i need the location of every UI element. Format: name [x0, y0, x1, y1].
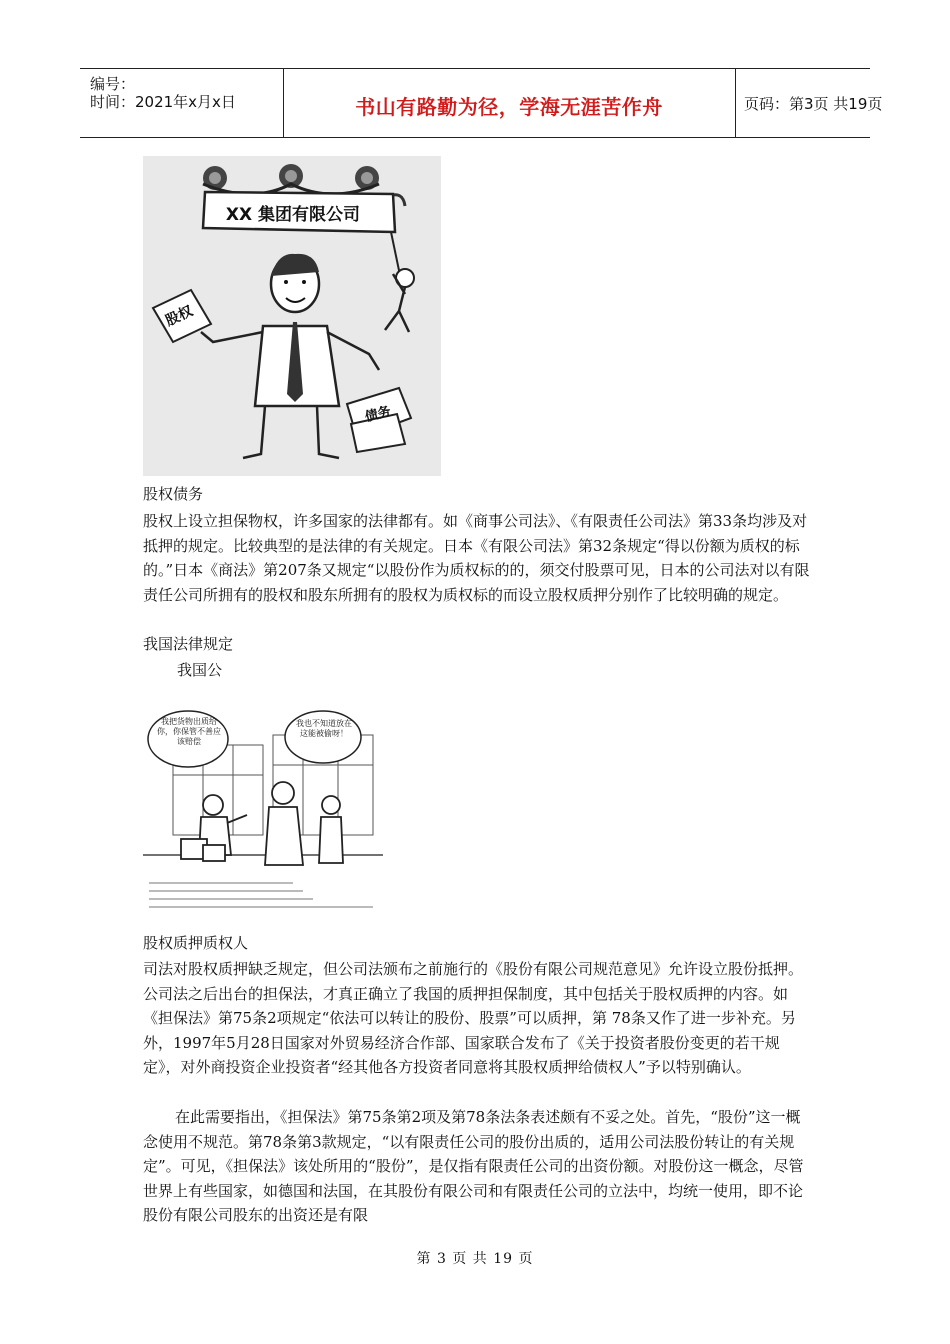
- header-motto: 书山有路勤为径，学海无涯苦作舟: [355, 95, 663, 119]
- page-header: [80, 68, 883, 138]
- section1-lead: 我国公: [177, 661, 223, 679]
- header-info-cell: [80, 69, 284, 137]
- right-speech-bubble: 我也不知道放在这能被偷呀！: [296, 719, 352, 738]
- section2-paragraph1: 司法对股权质押缺乏规定，但公司法颁布之前施行的《股份有限公司规范意见》允许设立股份抵押。公司法之后出台的担保法，才真正确立了我国的质押担保制度，其中包括关于股权质押的内容。如《担保法》第75条2项规定“依法可以转让的股份、股票”可以质押，第 78条又作了进一步补充。另外，1997年5月28日国家对外贸易经济合作部、国家联合发布了《关于投资者股份变更的若干规定》，对外商投资企业投资者“经其他各方投资者同意将其股权质押给债权人”予以特别确认。: [143, 960, 804, 1076]
- pledge-illustration: [143, 705, 383, 918]
- left-speech-bubble: 我把货物出质给你，你保管不善应该赔偿: [157, 717, 221, 746]
- section2-paragraph2: 在此需要指出，《担保法》第75条第2项及第78条法条表述颇有不妥之处。首先，“股份”这一概念使用不规范。第78条第3款规定，“以有限责任公司的股份出质的，适用公司法股份转让的有关规定”。可见，《担保法》该处所用的“股份”，是仅指有限责任公司的出资份额。对股份这一概念，尽管世界上有些国家，如德国和法国，在其股份有限公司和有限责任公司的立法中，均统一使用，即不论股份有限公司股东的出资还是有限: [143, 1108, 804, 1224]
- figure1-caption: 股权债务: [143, 485, 204, 503]
- section1-heading: 我国法律规定: [143, 635, 234, 653]
- banner-text: XX 集团有限公司: [225, 205, 361, 225]
- right-paper-text: 债务: [363, 404, 393, 426]
- equity-debt-illustration: [143, 156, 441, 476]
- page-footer: 第 3 页 共 19 页: [416, 1251, 534, 1267]
- left-paper-text: 股权: [163, 303, 196, 330]
- pledge-cartoon: [143, 705, 383, 918]
- header-page-label: 页码：第3页 共19页: [744, 95, 883, 113]
- header-motto-cell: [283, 69, 736, 137]
- equity-debt-cartoon: [143, 156, 441, 476]
- figure2-caption: 股权质押质权人: [143, 934, 249, 952]
- header-page-cell: [736, 69, 883, 137]
- document-time-label: 时间：2021年x月x日: [90, 93, 236, 111]
- document-number-label: 编号：: [90, 75, 136, 93]
- section1-paragraph: 股权上设立担保物权，许多国家的法律都有。如《商事公司法》、《有限责任公司法》第33条均涉及对抵押的规定。比较典型的是法律的有关规定。日本《有限公司法》第32条规定“得以份额为质权的标的。”日本《商法》第207条又规定“以股份作为质权标的的，须交付股票可见，日本的公司法对以有限责任公司所拥有的股权和股东所拥有的股权为质权标的而设立股权质押分别作了比较明确的规定。: [143, 512, 810, 604]
